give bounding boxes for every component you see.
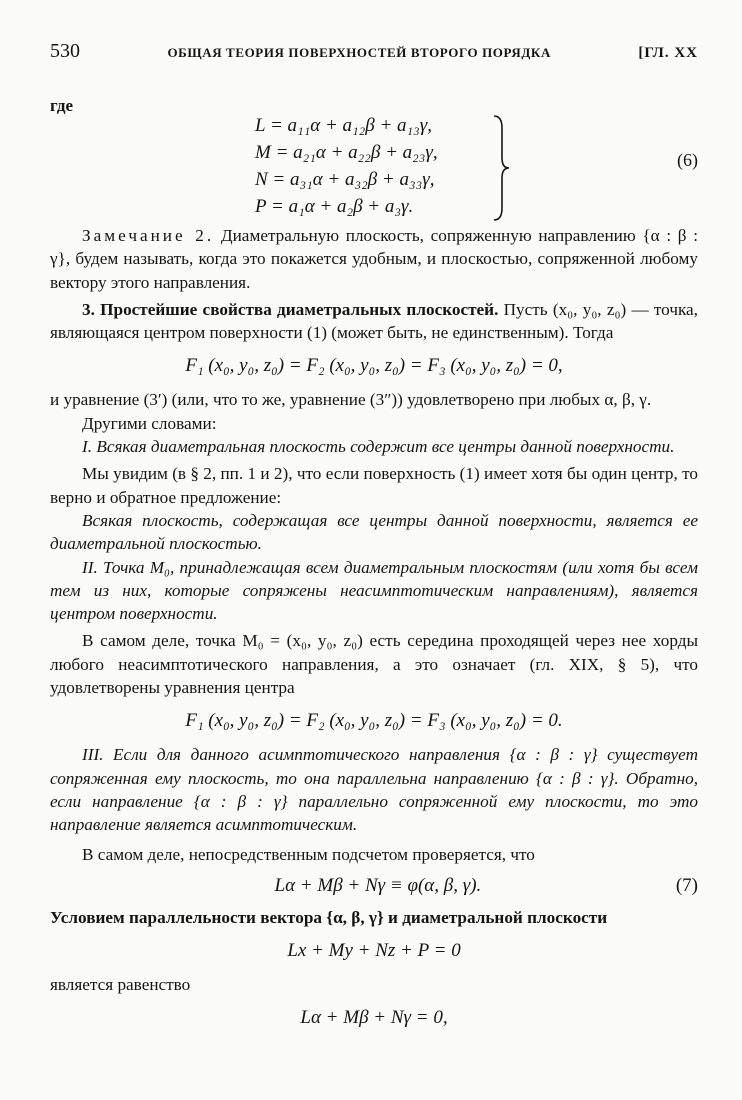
section-3-paragraph	[50, 298, 698, 345]
system-eq-M: M = a₂₁α + a₂₂β + a₂₃γ,	[255, 142, 438, 163]
paragraph-other-words: Другими словами:	[82, 413, 217, 433]
system-eq-P: P = a₁α + a₂β + a₃γ.	[255, 196, 414, 217]
paragraph-direct-computation: В самом деле, непосредственным подсчетом проверяется, что	[82, 844, 535, 864]
formula-final: Lα + Mβ + Nγ = 0,	[300, 1007, 448, 1029]
book-page	[50, 40, 698, 1040]
page-number: 530	[50, 40, 80, 62]
system-eq-N: N = a₃₁α + a₃₂β + a₃₃γ,	[255, 169, 435, 190]
converse-statement: Всякая плоскость, содержащая все центры данной поверхности, является ее диаметральной плоскостью.	[50, 510, 698, 554]
paragraph-is-equality: является равенство	[50, 975, 191, 995]
paragraph-equation-3: и уравнение (3′) (или, что то же, уравнение (3″)) удовлетворено при любых α, β, γ.	[50, 390, 652, 410]
system-equations	[255, 112, 438, 220]
chapter-label: [ГЛ. XX	[638, 45, 698, 61]
where-label: где	[50, 96, 74, 115]
paragraph-parallel-condition: Условием параллельности вектора {α, β, γ} и диаметральной плоскости	[50, 907, 608, 927]
formula-center-conditions: F₁ (x₀, y₀, z₀) = F₂ (x₀, y₀, z₀) = F₃ (x₀, y₀, z₀) = 0,	[185, 355, 563, 377]
section-3-text: Пусть (x₀, y₀, z₀) — точка, являющаяся центром поверхности (1) (может быть, не единственным). Тогда	[50, 299, 698, 343]
statement-3: III. Если для данного асимптотического направления {α : β : γ} существует сопряженная ему плоскость, то она параллельна направлению {α : β : γ}. Обратно, если направление {α : β : γ} параллельно сопряженной ему плоскости, то это направление является асимптотическим.	[50, 745, 698, 835]
running-title: ОБЩАЯ ТЕОРИЯ ПОВЕРХНОСТЕЙ ВТОРОГО ПОРЯДКА	[167, 45, 551, 60]
formula-center-equations: F₁ (x₀, y₀, z₀) = F₂ (x₀, y₀, z₀) = F₃ (x₀, y₀, z₀) = 0.	[185, 710, 563, 732]
right-brace-icon	[490, 114, 512, 222]
remark-text: Диаметральную плоскость, сопряженную направлению {α : β : γ}, будем называть, когда это покажется удобным, и плоскостью, сопряженной любому вектору этого направления.	[50, 226, 699, 292]
formula-7-row	[50, 872, 698, 900]
remark-title: Замечание 2.	[82, 226, 215, 245]
statement-2: II. Точка M₀, принадлежащая всем диаметральным плоскостям (или хотя бы всем тем из них, которые сопряжены неасимптотическим направлениям), является центром поверхности.	[50, 557, 698, 624]
section-3-title: 3. Простейшие свойства диаметральных плоскостей.	[82, 299, 499, 319]
equation-system-6	[50, 112, 698, 224]
remark-paragraph	[50, 224, 698, 294]
statement-1: I. Всякая диаметральная плоскость содержит все центры данной поверхности.	[82, 437, 675, 457]
running-header	[50, 40, 698, 72]
equation-number-6: (6)	[677, 150, 698, 170]
system-eq-L: L = a₁₁α + a₁₂β + a₁₃γ,	[255, 115, 432, 136]
paragraph-we-will-see: Мы увидим (в § 2, пп. 1 и 2), что если поверхность (1) имеет хотя бы один центр, то верно и обратное предложение:	[50, 464, 698, 507]
formula-plane: Lx + My + Nz + P = 0	[287, 940, 461, 962]
paragraph-proof-2: В самом деле, точка M₀ = (x₀, y₀, z₀) есть середина проходящей через нее хорды любого неасимптотического направления, а это означает (гл. XIX, § 5), что удовлетворены уравнения центра	[50, 631, 698, 698]
formula-7: Lα + Mβ + Nγ ≡ φ(α, β, γ).	[274, 874, 482, 896]
equation-number-7: (7)	[675, 874, 698, 896]
